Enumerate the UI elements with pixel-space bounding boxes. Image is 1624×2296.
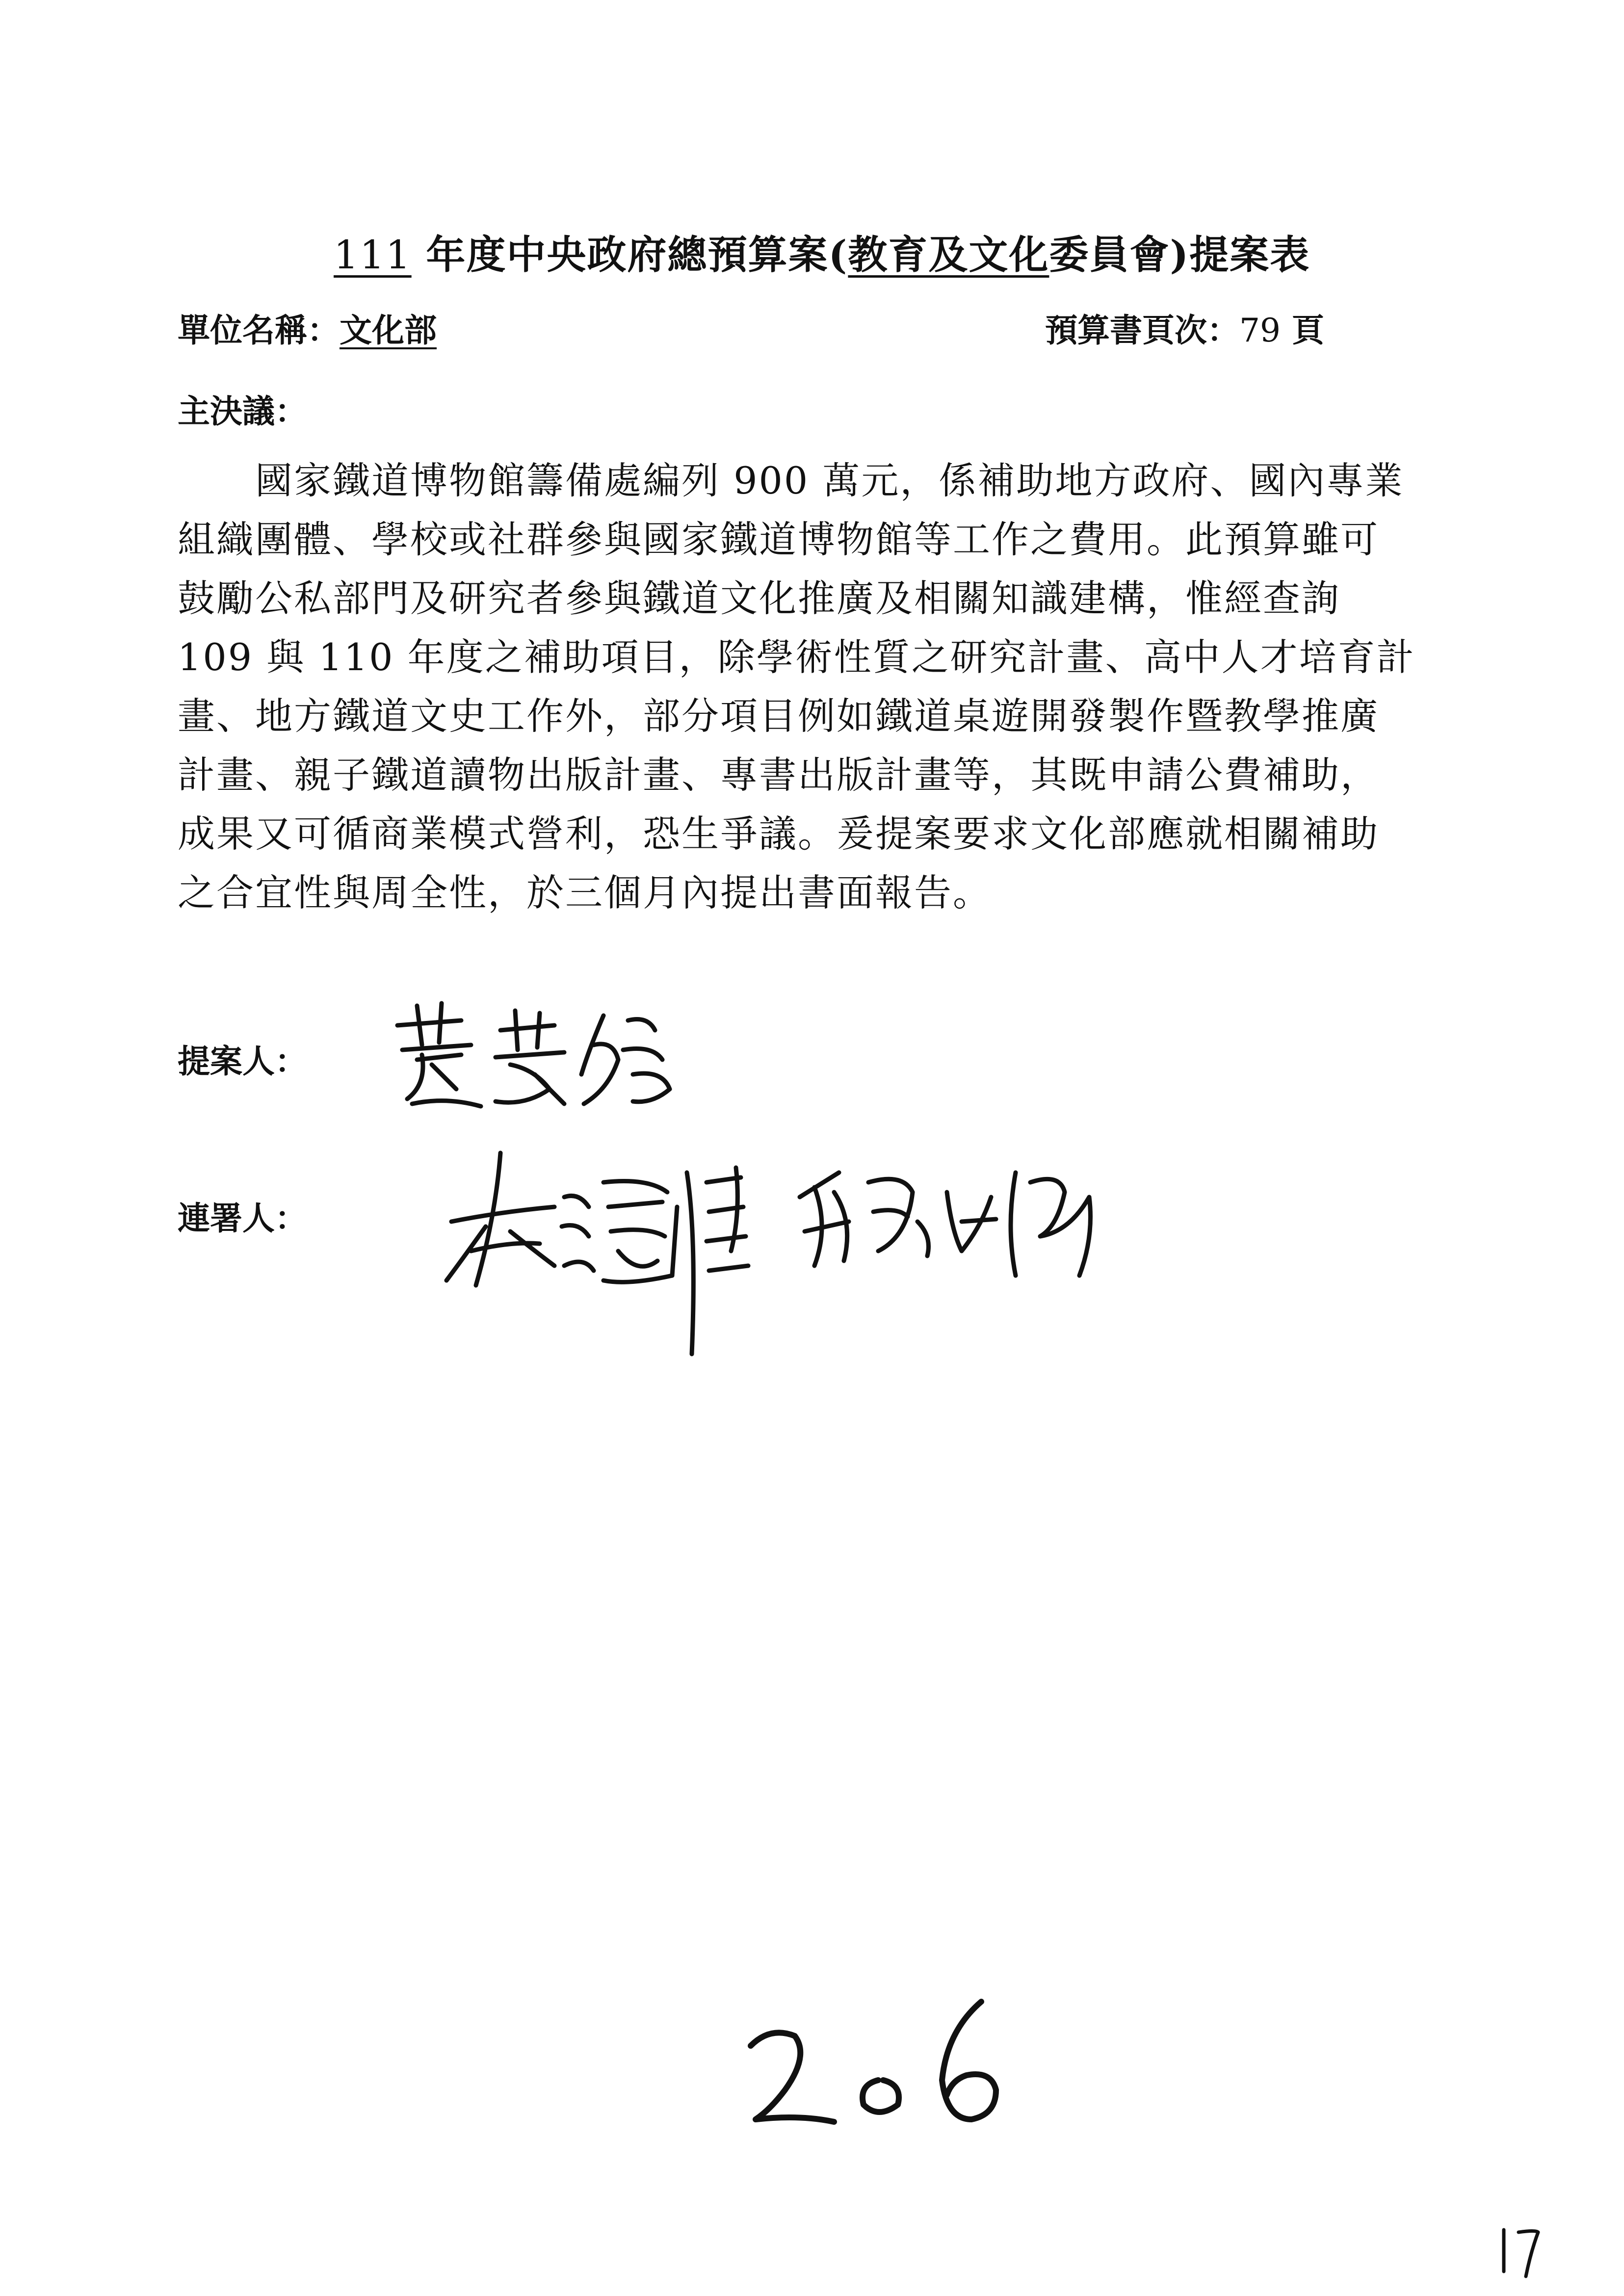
title-committee: 教育及文化 <box>848 232 1049 278</box>
unit-name-value: 文化部 <box>340 311 437 349</box>
handwritten-number-strokes <box>741 1982 1016 2139</box>
corner-page-number <box>1492 2218 1550 2286</box>
body-line: 計畫、親子鐵道讀物出版計畫、專書出版計畫等，其既申請公費補助， <box>178 753 1379 797</box>
proposer-label: 提案人： <box>178 1042 307 1080</box>
budget-page-ref <box>1045 304 1324 351</box>
title-mid: 年度中央政府總預算案( <box>411 232 848 278</box>
title-year: 111 <box>334 232 412 278</box>
signature-strokes <box>388 991 682 1119</box>
body-line: 成果又可循商業模式營利，恐生爭議。爰提案要求文化部應就相關補助 <box>178 812 1379 856</box>
body-line: 國家鐵道博物館籌備處編列 900 萬元，係補助地方政府、國內專業 <box>178 459 1404 502</box>
title-end: 委員會)提案表 <box>1049 232 1310 278</box>
budget-page-suffix: 頁 <box>1280 311 1324 349</box>
cosigner-label: 連署人： <box>178 1199 307 1237</box>
budget-page-label: 預算書頁次： <box>1045 311 1239 349</box>
body-line: 組織團體、學校或社群參與國家鐵道博物館等工作之費用。此預算雖可 <box>178 518 1379 561</box>
body-line: 鼓勵公私部門及研究者參與鐵道文化推廣及相關知識建構，惟經查詢 <box>178 576 1340 620</box>
unit-name-row <box>178 304 437 351</box>
signature-strokes <box>785 1138 1104 1295</box>
body-line: 之合宜性與周全性，於三個月內提出書面報告。 <box>178 871 992 914</box>
proposer-signature-image <box>388 991 682 1119</box>
handwritten-number-strokes <box>1492 2218 1550 2286</box>
budget-page-value: 79 <box>1239 312 1281 349</box>
resolution-body <box>178 451 1532 922</box>
unit-name-label: 單位名稱： <box>178 311 340 349</box>
handwritten-page-number <box>741 1982 1016 2139</box>
main-resolution-label: 主決議： <box>178 392 307 430</box>
cosigner-signature-image <box>442 1138 775 1364</box>
body-line: 畫、地方鐵道文史工作外，部分項目例如鐵道桌遊開發製作暨教學推廣 <box>178 694 1379 738</box>
document-title <box>334 223 1310 280</box>
body-line: 109 與 110 年度之補助項目，除學術性質之研究計畫、高中人才培育計 <box>178 635 1415 679</box>
cosigner-signature-image <box>785 1138 1104 1295</box>
signature-strokes <box>442 1138 775 1364</box>
